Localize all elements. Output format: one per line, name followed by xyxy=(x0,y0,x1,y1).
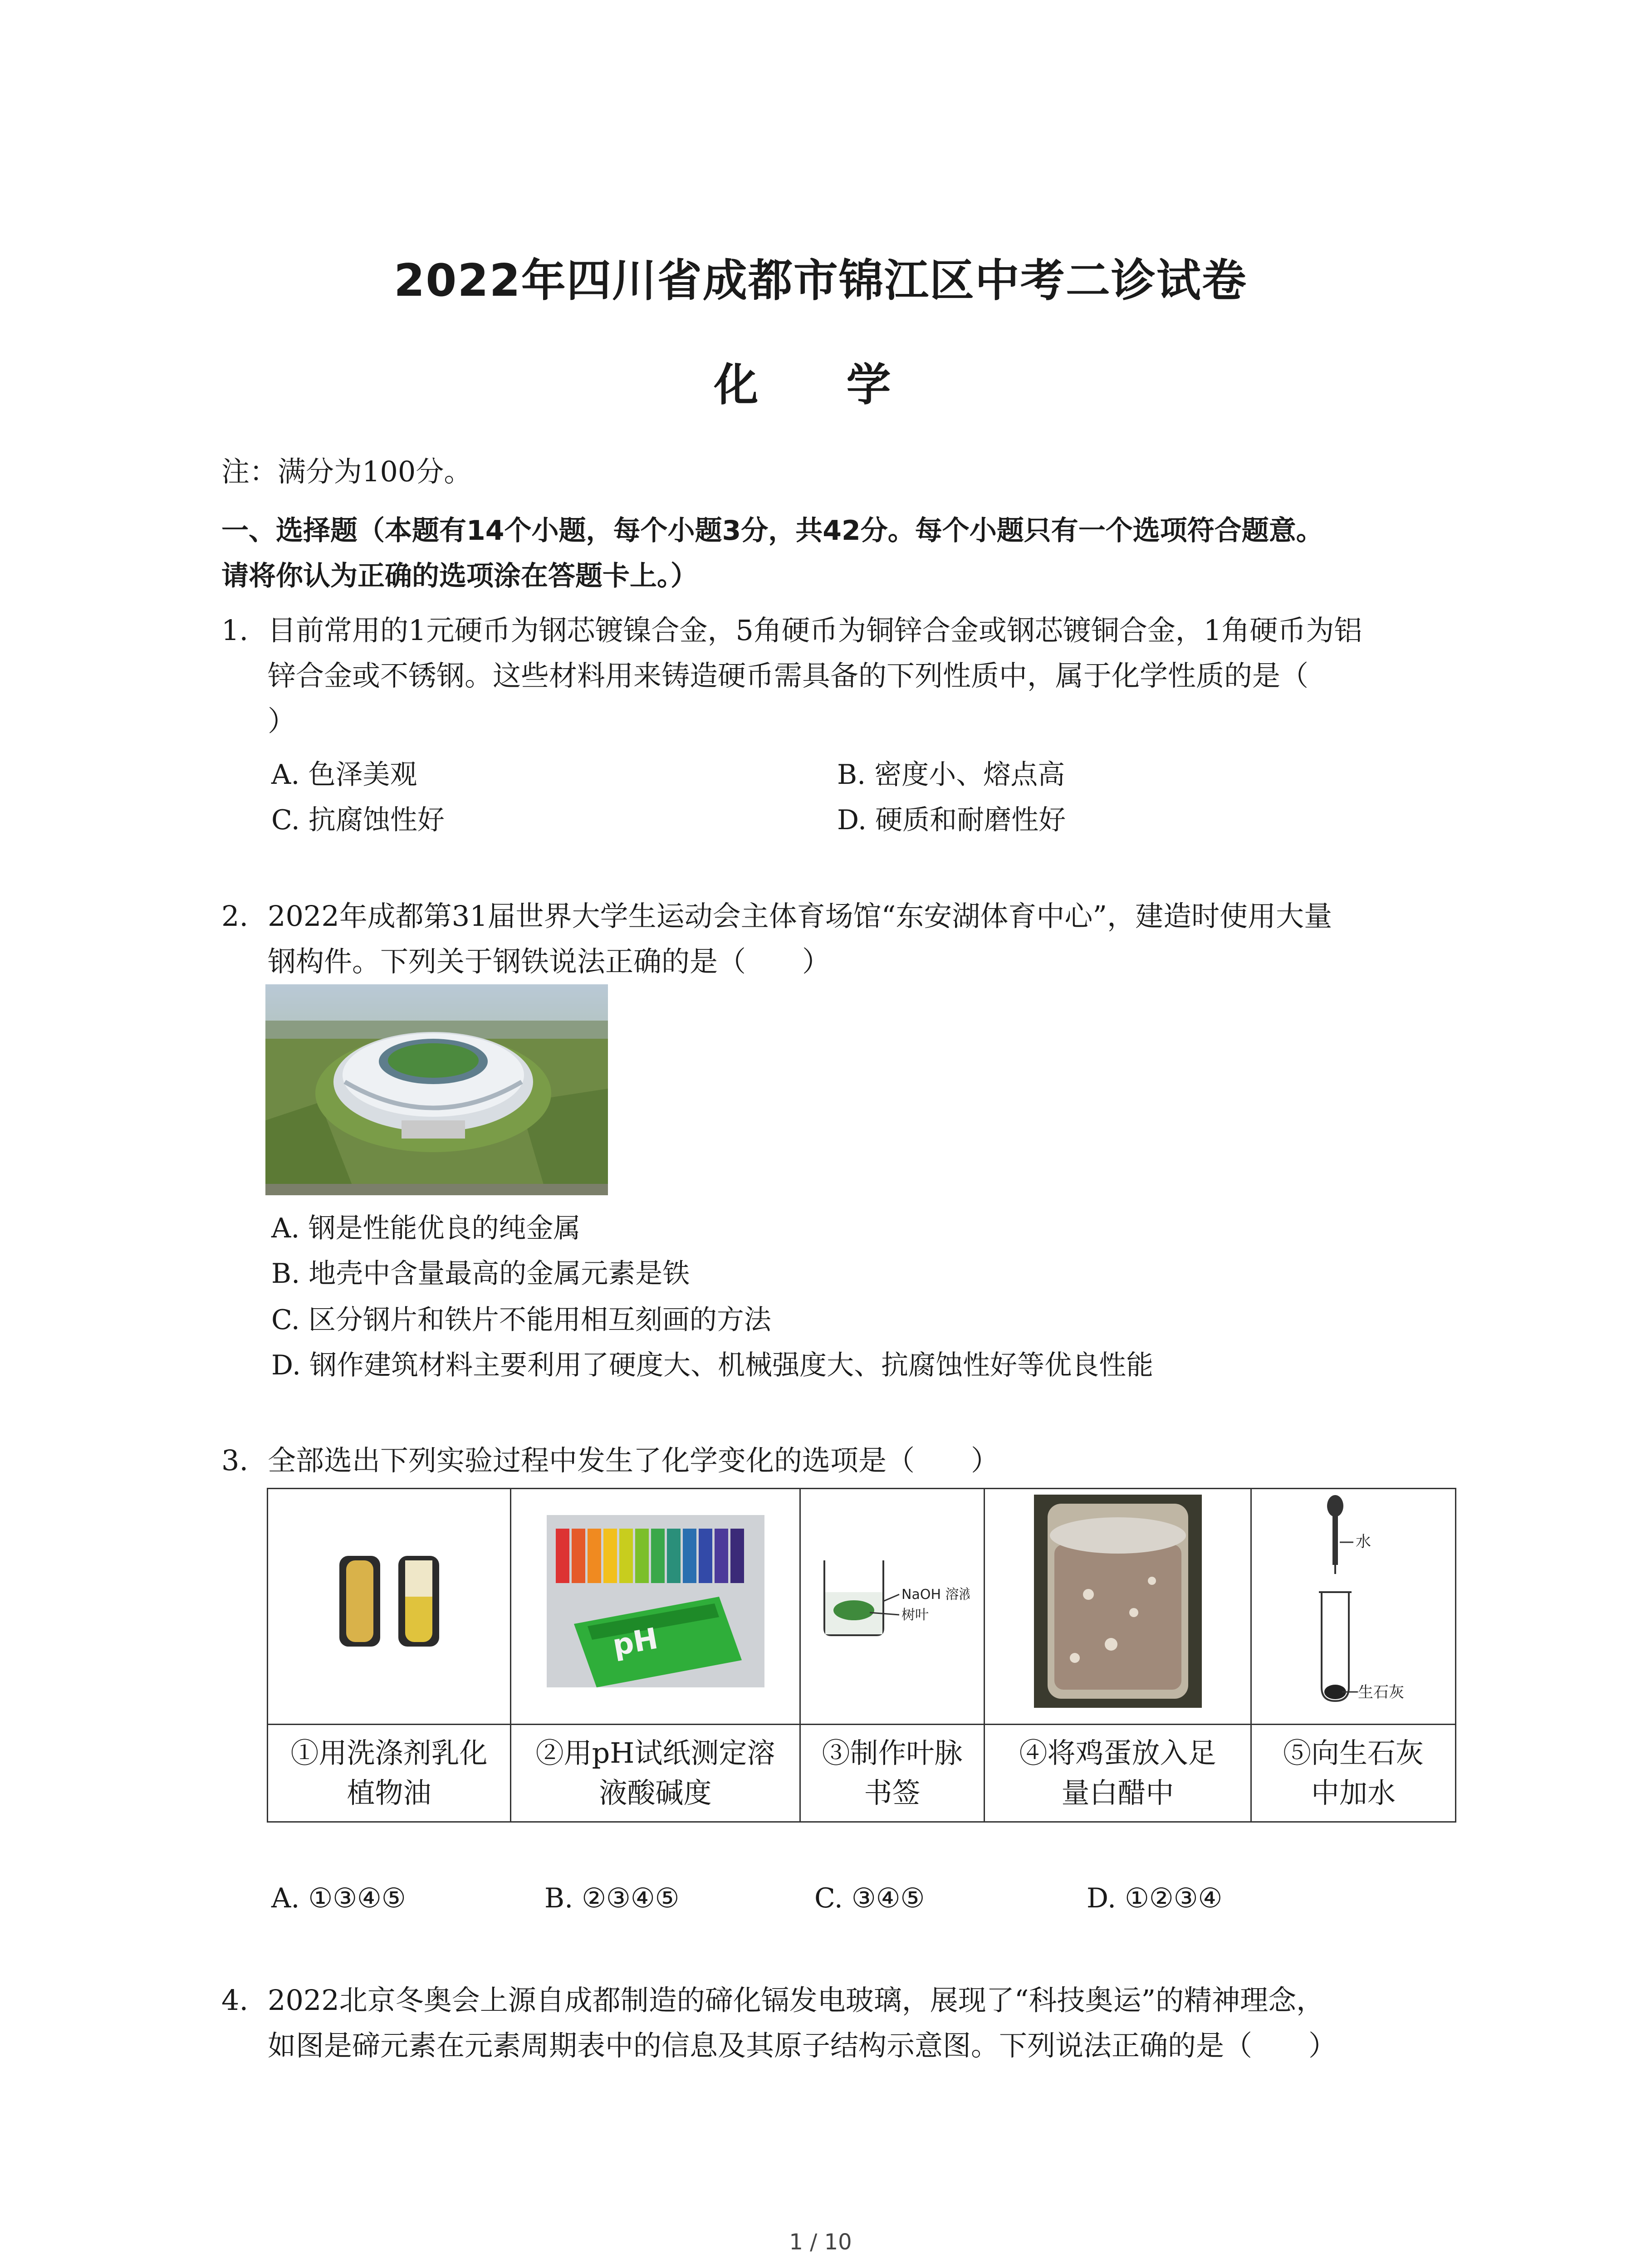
q2-option-a: A. 钢是性能优良的纯金属 xyxy=(271,1212,581,1244)
q1-option-b: B. 密度小、熔点高 xyxy=(837,759,1065,791)
q3-option-d: D. ①②③④ xyxy=(1087,1882,1223,1914)
svg-text:水: 水 xyxy=(1356,1533,1371,1551)
q1-number: 1. xyxy=(221,614,249,647)
q4-stem-line2: 如图是碲元素在元素周期表中的信息及其原子结构示意图。下列说法正确的是（ ） xyxy=(268,2029,1337,2062)
q1-stem-line1: 目前常用的1元硬币为钢芯镀镍合金，5角硬币为铜锌合金或钢芯镀铜合金，1角硬币为铝 xyxy=(268,614,1362,647)
q4-stem-line1: 2022北京冬奥会上源自成都制造的碲化镉发电玻璃，展现了“科技奥运”的精神理念， xyxy=(268,1984,1325,2017)
q2-stem-line1: 2022年成都第31届世界大学生运动会主体育场馆“东安湖体育中心”，建造时使用大量 xyxy=(268,899,1332,933)
svg-text:pH: pH xyxy=(610,1622,661,1663)
svg-text:NaOH 溶液: NaOH 溶液 xyxy=(901,1587,970,1603)
experiment-table xyxy=(267,1488,1456,1823)
score-note: 注：满分为100分。 xyxy=(221,455,472,488)
exp5-caption: ⑤向生石灰 中加水 xyxy=(1251,1725,1456,1822)
q3-option-c: C. ③④⑤ xyxy=(814,1882,925,1914)
q2-option-b: B. 地壳中含量最高的金属元素是铁 xyxy=(271,1258,690,1290)
q1-stem-line3: ） xyxy=(268,704,296,738)
q1-stem-line2: 锌合金或不锈钢。这些材料用来铸造硬币需具备的下列性质中，属于化学性质的是（ xyxy=(268,659,1309,692)
section-heading-line2: 请将你认为正确的选项涂在答题卡上。） xyxy=(221,560,698,592)
q2-option-d: D. 钢作建筑材料主要利用了硬度大、机械强度大、抗腐蚀性好等优良性能 xyxy=(271,1349,1154,1381)
exp4-image-cell xyxy=(985,1489,1251,1725)
exp2-caption: ②用pH试纸测定溶 液酸碱度 xyxy=(511,1725,800,1822)
exp1-image-cell xyxy=(268,1489,511,1725)
q3-option-b: B. ②③④⑤ xyxy=(544,1882,680,1914)
exp5-image-cell xyxy=(1251,1489,1456,1725)
exp3-image-cell xyxy=(800,1489,985,1725)
subject-title: 化 学 xyxy=(714,359,927,411)
test-tubes-icon xyxy=(330,1551,448,1651)
svg-text:生石灰: 生石灰 xyxy=(1358,1683,1404,1701)
exp4-caption: ④将鸡蛋放入足 量白醋中 xyxy=(985,1725,1251,1822)
beaker-icon xyxy=(815,1551,970,1651)
q1-option-c: C. 抗腐蚀性好 xyxy=(271,804,445,836)
exp3-caption: ③制作叶脉 书签 xyxy=(800,1725,985,1822)
egg-in-vinegar-icon xyxy=(1034,1495,1202,1708)
section-heading-line1: 一、选择题（本题有14个小题，每个小题3分，共42分。每个小题只有一个选项符合题意。 xyxy=(221,515,1323,547)
stadium-photo xyxy=(265,984,608,1195)
q3-option-a: A. ①③④⑤ xyxy=(271,1882,406,1914)
exp1-caption: ①用洗涤剂乳化 植物油 xyxy=(268,1725,511,1822)
q3-number: 3. xyxy=(221,1444,249,1477)
q2-stem-line2: 钢构件。下列关于钢铁说法正确的是（ ） xyxy=(268,945,831,978)
dropper-quicklime-icon xyxy=(1285,1492,1421,1710)
q1-option-a: A. 色泽美观 xyxy=(271,759,417,791)
svg-text:树叶: 树叶 xyxy=(901,1607,929,1623)
page-number: 1 / 10 xyxy=(789,2229,852,2255)
q2-number: 2. xyxy=(221,899,249,933)
q2-option-c: C. 区分钢片和铁片不能用相互刻画的方法 xyxy=(271,1304,771,1336)
ph-paper-icon xyxy=(547,1515,764,1687)
q3-stem: 全部选出下列实验过程中发生了化学变化的选项是（ ） xyxy=(268,1444,999,1477)
q4-number: 4. xyxy=(221,1984,249,2017)
exp2-image-cell xyxy=(511,1489,800,1725)
q1-option-d: D. 硬质和耐磨性好 xyxy=(837,804,1066,836)
page-title: 2022年四川省成都市锦江区中考二诊试卷 xyxy=(394,255,1247,307)
